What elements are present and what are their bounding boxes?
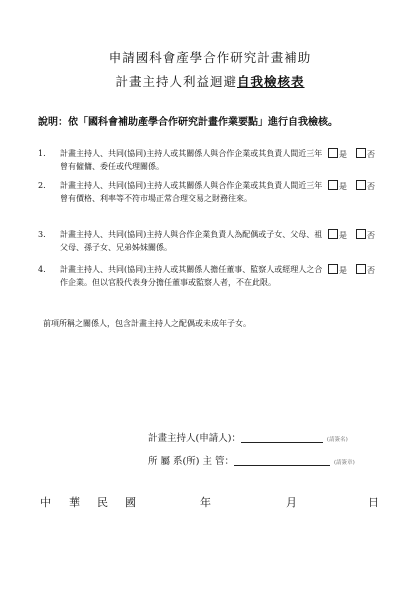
document-title-line2 — [0, 72, 420, 90]
date-year-label: 年 — [200, 496, 211, 509]
yes-label: 是 — [339, 266, 347, 275]
checkbox-icon[interactable] — [356, 264, 366, 274]
item-options — [328, 180, 398, 194]
dept-signature-row — [148, 453, 355, 467]
no-label: 否 — [367, 182, 375, 191]
yes-option[interactable] — [328, 180, 347, 194]
yes-option[interactable] — [328, 148, 347, 162]
no-option[interactable] — [356, 180, 375, 194]
date-month-label: 月 — [286, 496, 297, 509]
item-text: 計畫主持人、共同(協同)主持人或其關係人與合作企業或其負責人間近三年曾有價格、利率等不符市場正常合理交易之財務往來。 — [60, 181, 323, 203]
yes-option[interactable] — [328, 264, 347, 278]
pi-signature-hint: (請簽名) — [326, 437, 348, 443]
item-text: 計畫主持人、共同(協同)主持人或其關係人擔任董事、監察人或經理人之合作企業。但以官股代表身分擔任董事或監察人者，不在此限。 — [60, 265, 323, 287]
yes-label: 是 — [339, 182, 347, 191]
yes-option[interactable] — [328, 229, 347, 243]
relation-note: 前項所稱之關係人，包含計畫主持人之配偶或未成年子女。 — [43, 319, 251, 328]
checkbox-icon[interactable] — [328, 180, 338, 190]
checkbox-icon[interactable] — [356, 229, 366, 239]
item-text: 計畫主持人、共同(協同)主持人或其關係人與合作企業或其負責人間近三年曾有僱傭、委任或代理關係。 — [60, 149, 323, 171]
dept-signature-hint: (請簽章) — [334, 460, 355, 466]
item-text: 計畫主持人、共同(協同)主持人與合作企業負責人為配偶或子女、父母、祖父母、孫子女、兄弟姊妹關係。 — [60, 230, 323, 252]
no-option[interactable] — [356, 229, 375, 243]
date-char-guo: 國 — [125, 496, 136, 509]
dept-signature-label: 所 屬 系(所) 主 管： — [148, 456, 234, 467]
no-label: 否 — [367, 266, 375, 275]
date-char-hua: 華 — [69, 496, 80, 509]
date-char-min: 民 — [97, 496, 108, 509]
checkbox-icon[interactable] — [356, 148, 366, 158]
pi-signature-line[interactable] — [241, 442, 323, 443]
item-number: 1. — [38, 149, 46, 158]
description: 說明：依「國科會補助產學合作研究計畫作業要點」進行自我檢核。 — [38, 117, 338, 128]
no-option[interactable] — [356, 264, 375, 278]
checkbox-icon[interactable] — [356, 180, 366, 190]
item-number: 2. — [38, 181, 46, 190]
item-number: 4. — [38, 265, 46, 274]
item-options — [328, 229, 398, 243]
no-label: 否 — [367, 150, 375, 159]
no-label: 否 — [367, 231, 375, 240]
dept-signature-line[interactable] — [234, 465, 330, 466]
title-emphasis: 自我檢核表 — [237, 74, 305, 89]
checkbox-icon[interactable] — [328, 229, 338, 239]
pi-signature-row — [148, 430, 348, 444]
yes-label: 是 — [339, 150, 347, 159]
checkbox-icon[interactable] — [328, 264, 338, 274]
item-options — [328, 264, 398, 278]
date-char-zhong: 中 — [40, 496, 51, 509]
yes-label: 是 — [339, 231, 347, 240]
date-day-label: 日 — [368, 496, 379, 509]
pi-signature-label: 計畫主持人(申請人)： — [148, 433, 241, 444]
checkbox-icon[interactable] — [328, 148, 338, 158]
title-prefix: 計畫主持人利益迴避 — [115, 74, 237, 89]
item-number: 3. — [38, 230, 46, 239]
item-options — [328, 148, 398, 162]
no-option[interactable] — [356, 148, 375, 162]
document-title-line1: 申請國科會產學合作研究計畫補助 — [108, 50, 312, 65]
